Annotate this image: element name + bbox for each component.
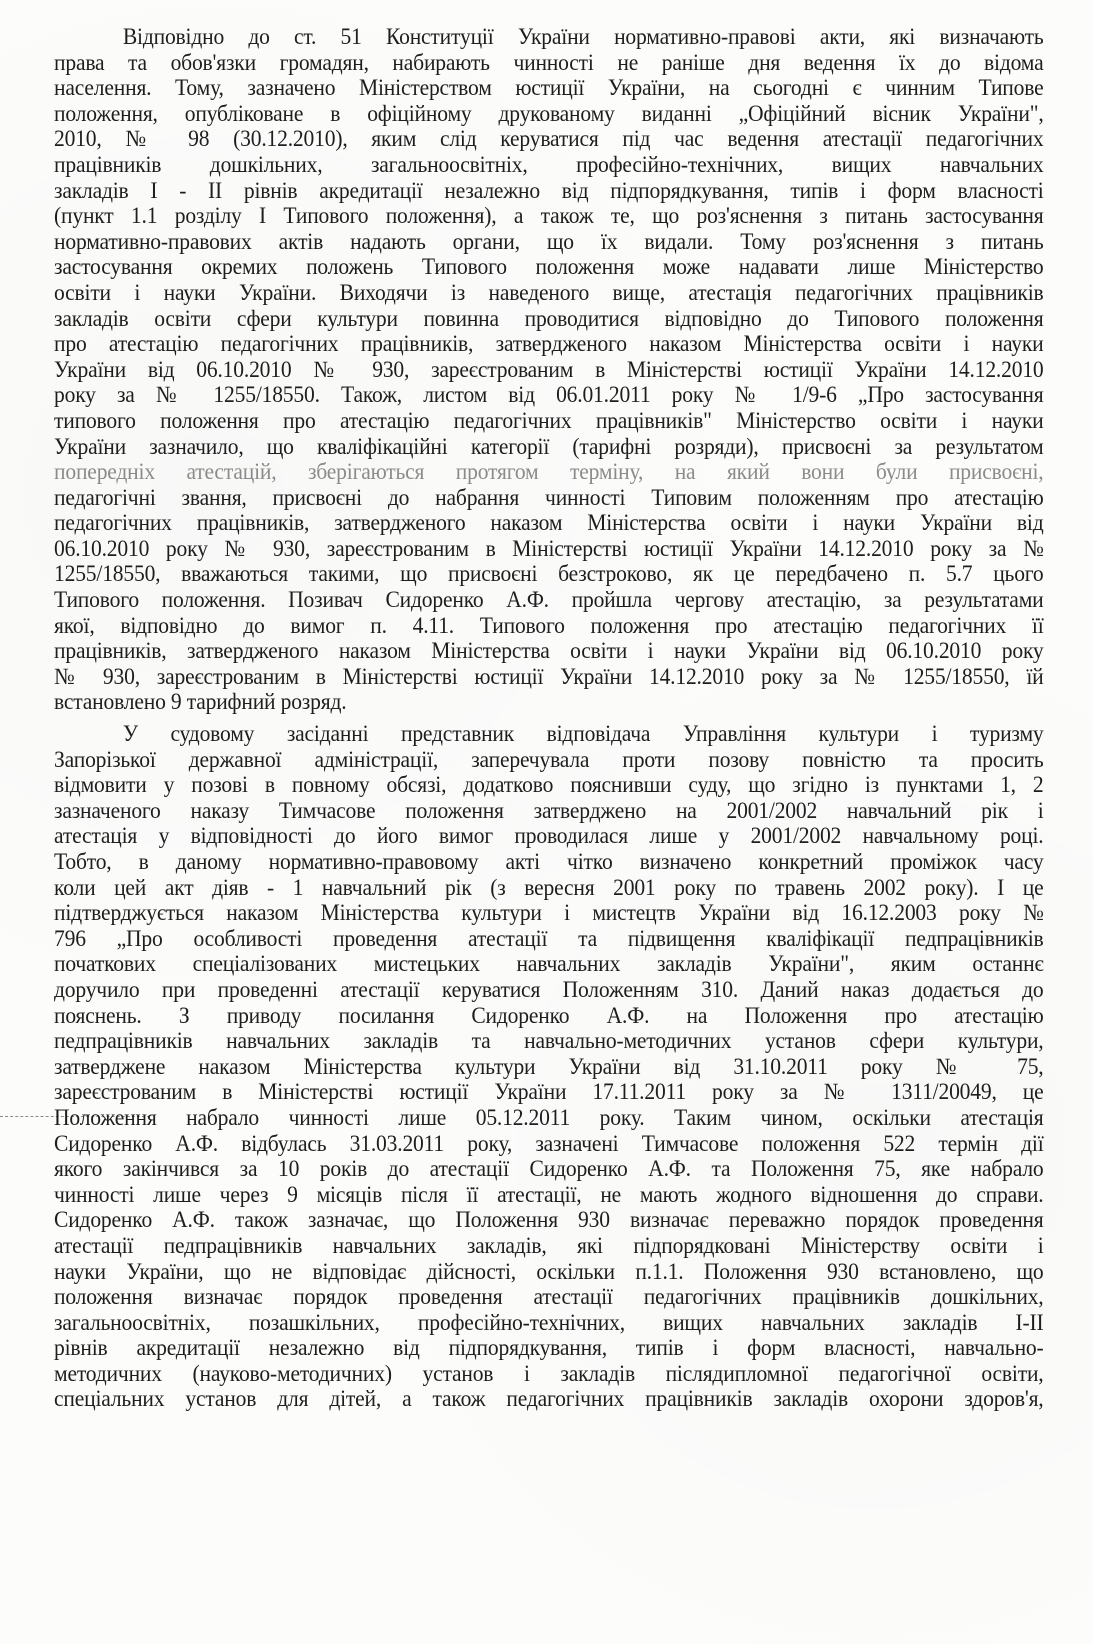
paragraph-2 xyxy=(54,722,1044,1413)
text-line: Відповідно до ст. 51 Конституції України нормативно-правові акти, які визначають xyxy=(122,24,1044,50)
text-line: відмовити у позові в повному обсязі, додатково пояснивши суду, що згідно із пунктами 1, 2 xyxy=(54,772,1044,799)
text-line: про атестацію педагогічних працівників, затвердженого наказом Міністерства освіти і науки xyxy=(54,331,1044,358)
text-line: 1255/18550, вважаються такими, що присвоєні безстроково, як це передбачено п. 5.7 цього xyxy=(54,561,1044,588)
text-line: Тобто, в даному нормативно-правовому акті чітко визначено конкретний проміжок часу xyxy=(54,849,1044,875)
text-line: У судовому засіданні представник відповідача Управління культури і туризму xyxy=(122,721,1044,748)
text-line-faded: попередніх атестацій, зберігаються протягом терміну, на який вони були присвоєні, xyxy=(54,459,1044,486)
text-line: зазначеного наказу Тимчасове положення затверджено на 2001/2002 навчальний рік і xyxy=(54,797,1044,824)
text-line: України зазначило, що кваліфікаційні категорії (тарифні розряди), присвоєні за результатом xyxy=(54,433,1044,460)
text-line: положення визначає порядок проведення атестації педагогічних працівників дошкільних, xyxy=(54,1284,1044,1311)
text-line: педагогічних працівників, затвердженого наказом Міністерства освіти і науки України від xyxy=(54,510,1044,537)
text-line: Сидоренко А.Ф. відбулась 31.03.2011 року, зазначені Тимчасове положення 522 термін дії xyxy=(54,1130,1044,1157)
text-line: атестації педпрацівників навчальних закладів, які підпорядковані Міністерству освіти і xyxy=(54,1232,1044,1259)
text-line: України від 06.10.2010 № 930, зареєстрованим в Міністерстві юстиції України 14.12.2010 xyxy=(54,356,1044,383)
text-line: якої, відповідно до вимог п. 4.11. Типового положення про атестацію педагогічних її xyxy=(54,612,1044,639)
text-line: зареєстрованим в Міністерстві юстиції України 17.11.2011 року за № 1311/20049, це xyxy=(54,1079,1044,1106)
text-line: підтверджується наказом Міністерства культури і мистецтв України від 16.12.2003 року № xyxy=(54,900,1044,927)
text-line: положення, опубліковане в офіційному друкованому виданні „Офіційний вісник України", xyxy=(54,100,1044,127)
document-body xyxy=(54,25,1044,1413)
paragraph-1 xyxy=(54,25,1044,716)
text-line: чинності лише через 9 місяців після її атестації, не мають жодного відношення до справи. xyxy=(54,1181,1044,1208)
text-line: типового положення про атестацію педагогічних працівників" Міністерство освіти і науки xyxy=(54,407,1044,434)
text-line: працівників, затвердженого наказом Міністерства освіти і науки України від 06.10.2010 року xyxy=(54,638,1044,665)
text-line: рівнів акредитації незалежно від підпорядкування, типів і форм власності, навчально- xyxy=(54,1335,1044,1362)
text-line: науки України, що не відповідає дійсності, оскільки п.1.1. Положення 930 встановлено, що xyxy=(54,1258,1044,1285)
text-line: населення. Тому, зазначено Міністерством юстиції України, на сьогодні є чинним Типове xyxy=(54,75,1044,102)
text-line: 06.10.2010 року № 930, зареєстрованим в Міністерстві юстиції України 14.12.2010 року за № xyxy=(54,535,1044,562)
text-line: 796 „Про особливості проведення атестації та підвищення кваліфікації педпрацівників xyxy=(54,925,1044,952)
text-line: якого закінчився за 10 років до атестації Сидоренко А.Ф. та Положення 75, яке набрало xyxy=(54,1156,1044,1183)
text-line: Типового положення. Позивач Сидоренко А.Ф. пройшла чергову атестацію, за результатами xyxy=(54,587,1044,614)
text-line: закладів освіти сфери культури повинна проводитися відповідно до Типового положення xyxy=(54,305,1044,332)
text-line: затверджене наказом Міністерства культури України від 31.10.2011 року № 75, xyxy=(54,1053,1044,1080)
text-line: 2010, № 98 (30.12.2010), яким слід керуватися під час ведення атестації педагогічних xyxy=(54,126,1044,153)
text-line: атестація у відповідності до його вимог проводилася лише у 2001/2002 навчальному році. xyxy=(54,823,1044,850)
text-line: пояснень. З приводу посилання Сидоренко А.Ф. на Положення про атестацію xyxy=(54,1002,1044,1029)
text-line: працівників дошкільних, загальноосвітніх, професійно-технічних, вищих навчальних xyxy=(54,151,1044,178)
text-line: педагогічні звання, присвоєні до набрання чинності Типовим положенням про атестацію xyxy=(54,484,1044,511)
text-line: методичних (науково-методичних) установ і закладів післядипломної педагогічної освіти, xyxy=(54,1360,1044,1387)
text-line: права та обов'язки громадян, набирають чинності не раніше дня ведення їх до відома xyxy=(54,49,1044,76)
text-line: коли цей акт діяв - 1 навчальний рік (з вересня 2001 року по травень 2002 року). І це xyxy=(54,874,1044,901)
text-line: нормативно-правових актів надають органи, що їх видали. Тому роз'яснення з питань xyxy=(54,228,1044,255)
text-line: освіти і науки України. Виходячи із наведеного вище, атестація педагогічних працівників xyxy=(54,279,1044,306)
text-line: року за № 1255/18550. Також, листом від 06.01.2011 року № 1/9-6 „Про застосування xyxy=(54,382,1044,409)
text-line: встановлено 9 тарифний розряд. xyxy=(54,689,347,716)
text-line: Положення набрало чинності лише 05.12.2011 року. Таким чином, оскільки атестація xyxy=(54,1104,1044,1131)
text-line: (пункт 1.1 розділу І Типового положення), а також те, що роз'яснення з питань застосування xyxy=(54,203,1044,230)
text-line: початкових спеціалізованих мистецьких навчальних закладів України", яким останнє xyxy=(54,951,1044,978)
text-line: педпрацівників навчальних закладів та навчально-методичних установ сфери культури, xyxy=(54,1028,1044,1055)
text-line: Сидоренко А.Ф. також зазначає, що Положення 930 визначає переважно порядок проведення xyxy=(54,1207,1044,1234)
text-line: Запорізької державної адміністрації, заперечувала проти позову повністю та просить xyxy=(54,746,1044,773)
text-line: закладів І - ІІ рівнів акредитації незалежно від підпорядкування, типів і форм власності xyxy=(54,177,1044,204)
text-line: загальноосвітніх, позашкільних, професійно-технічних, вищих навчальних закладів І-ІІ xyxy=(54,1309,1044,1336)
text-line: спеціальних установ для дітей, а також педагогічних працівників закладів охорони здоров'я, xyxy=(54,1386,1044,1413)
text-line: доручило при проведенні атестації керуватися Положенням 310. Даний наказ додається до xyxy=(54,976,1044,1003)
text-line: застосування окремих положень Типового положення може надавати лише Міністерство xyxy=(54,254,1044,281)
text-line: № 930, зареєстрованим в Міністерстві юстиції України 14.12.2010 року за № 1255/18550, їй xyxy=(54,663,1044,690)
